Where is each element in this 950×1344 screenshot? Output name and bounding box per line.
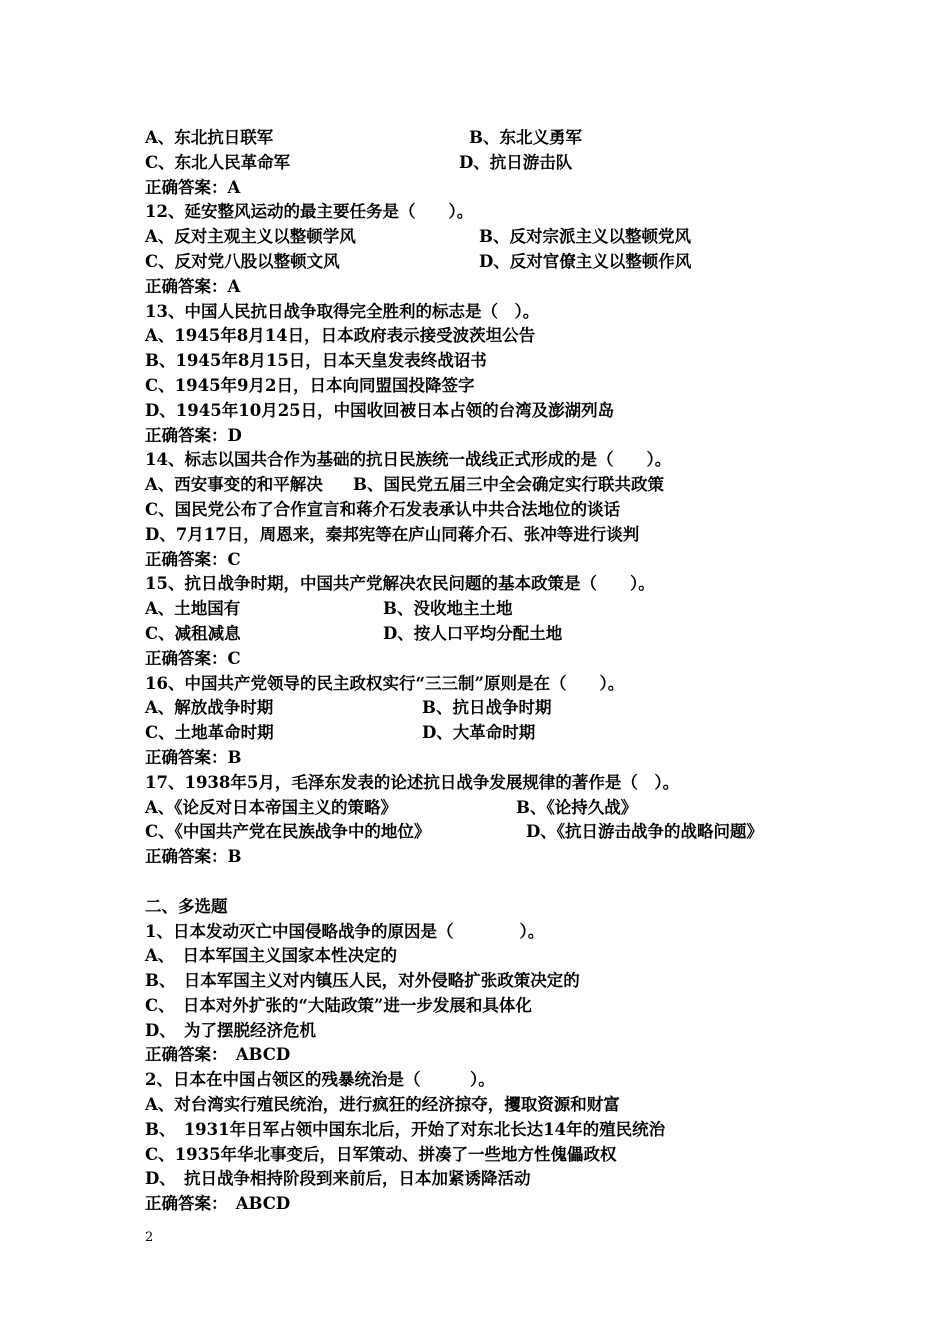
q14-option-d: D、7月17日，周恩来，秦邦宪等在庐山同蒋介石、张冲等进行谈判 [145, 524, 640, 544]
m2-question: 2、日本在中国占领区的残暴统治是（ ）。 [145, 1070, 495, 1090]
q12-option-a: A、反对主观主义以整顿学风 [145, 227, 356, 247]
q12-option-c: C、反对党八股以整顿文风 [145, 251, 340, 271]
q11-option-d: D、抗日游击队 [459, 152, 573, 172]
q12-options-row2 [145, 250, 825, 275]
q12-question: 12、延安整风运动的最主要任务是（ ）。 [145, 202, 474, 222]
m1-option-a: A、 日本军国主义国家本性决定的 [145, 946, 398, 966]
q16-question: 16、中国共产党领导的民主政权实行“三三制”原则是在（ ）。 [145, 673, 625, 693]
q17-option-d: D、《抗日游击战争的战略问题》 [526, 822, 764, 842]
q15-answer: 正确答案：C [145, 648, 241, 668]
q16-option-c: C、土地革命时期 [145, 723, 274, 743]
m1-option-b: B、 日本军国主义对内镇压人民，对外侵略扩张政策决定的 [145, 971, 580, 991]
q13-option-b: B、1945年8月15日，日本天皇发表终战诏书 [145, 351, 487, 371]
q17-option-c: C、《中国共产党在民族战争中的地位》 [145, 822, 431, 842]
m1-answer: 正确答案： ABCD [145, 1045, 291, 1065]
q16-options-row1 [145, 696, 825, 721]
q13-option-c: C、1945年9月2日，日本向同盟国投降签字 [145, 375, 475, 395]
m2-option-d: D、 抗日战争相持阶段到来前后，日本加紧诱降活动 [145, 1169, 531, 1189]
q17-options-row2 [145, 820, 825, 845]
q16-option-a: A、解放战争时期 [145, 698, 274, 718]
q11-options-row2 [145, 151, 825, 176]
q15-option-d: D、按人口平均分配土地 [383, 623, 563, 643]
m2-option-b: B、 1931年日军占领中国东北后，开始了对东北长达14年的殖民统治 [145, 1119, 666, 1139]
document-body [145, 126, 825, 1217]
q13-option-a: A、1945年8月14日，日本政府表示接受波茨坦公告 [145, 326, 536, 346]
q11-answer: 正确答案：A [145, 177, 241, 197]
q11-option-c: C、东北人民革命军 [145, 152, 291, 172]
section-title-multiple-choice: 二、多选题 [145, 896, 228, 916]
q14-answer: 正确答案：C [145, 549, 241, 569]
m1-option-c: C、 日本对外扩张的“大陆政策”进一步发展和具体化 [145, 995, 532, 1015]
q15-options-row2 [145, 622, 825, 647]
q14-option-b: B、国民党五届三中全会确定实行联共政策 [353, 475, 664, 495]
q15-option-a: A、土地国有 [145, 599, 241, 619]
q12-option-b: B、反对宗派主义以整顿党风 [479, 227, 691, 247]
q15-question: 15、抗日战争时期，中国共产党解决农民问题的基本政策是（ ）。 [145, 574, 655, 594]
q16-options-row2 [145, 721, 825, 746]
q12-answer: 正确答案：A [145, 276, 241, 296]
m2-option-c: C、1935年华北事变后，日军策动、拼凑了一些地方性傀儡政权 [145, 1144, 617, 1164]
q13-question: 13、中国人民抗日战争取得完全胜利的标志是（ ）。 [145, 301, 540, 321]
q14-option-a: A、西安事变的和平解决 [145, 475, 323, 495]
q15-options-row1 [145, 597, 825, 622]
section-spacer [145, 870, 825, 895]
q13-option-d: D、1945年10月25日，中国收回被日本占领的台湾及澎湖列岛 [145, 400, 615, 420]
q17-option-a: A、《论反对日本帝国主义的策略》 [145, 797, 398, 817]
q16-option-d: D、大革命时期 [422, 723, 536, 743]
q11-options-row1 [145, 126, 825, 151]
page-number: 2 [145, 1230, 154, 1245]
m2-option-a: A、对台湾实行殖民统治，进行疯狂的经济掠夺，攫取资源和财富 [145, 1095, 620, 1115]
q17-question: 17、1938年5月，毛泽东发表的论述抗日战争发展规律的著作是（ ）。 [145, 772, 680, 792]
q13-answer: 正确答案：D [145, 425, 242, 445]
q17-answer: 正确答案：B [145, 847, 242, 867]
m2-answer: 正确答案： ABCD [145, 1194, 291, 1214]
q17-option-b: B、《论持久战》 [516, 797, 638, 817]
q12-options-row1 [145, 225, 825, 250]
q14-options-row1 [145, 473, 825, 498]
q11-option-a: A、东北抗日联军 [145, 128, 274, 147]
q14-question: 14、标志以国共合作为基础的抗日民族统一战线正式形成的是（ ）。 [145, 450, 672, 470]
q15-option-b: B、没收地主土地 [383, 599, 513, 619]
q11-option-b: B、东北义勇军 [469, 128, 582, 147]
m1-option-d: D、 为了摆脱经济危机 [145, 1020, 317, 1040]
q14-option-c: C、国民党公布了合作宣言和蒋介石发表承认中共合法地位的谈话 [145, 499, 621, 519]
q16-answer: 正确答案：B [145, 747, 242, 767]
q12-option-d: D、反对官僚主义以整顿作风 [479, 251, 692, 271]
m1-question: 1、日本发动灭亡中国侵略战争的原因是（ ）。 [145, 921, 545, 941]
q17-options-row1 [145, 796, 825, 821]
q15-option-c: C、减租减息 [145, 623, 241, 643]
q16-option-b: B、抗日战争时期 [422, 698, 552, 718]
